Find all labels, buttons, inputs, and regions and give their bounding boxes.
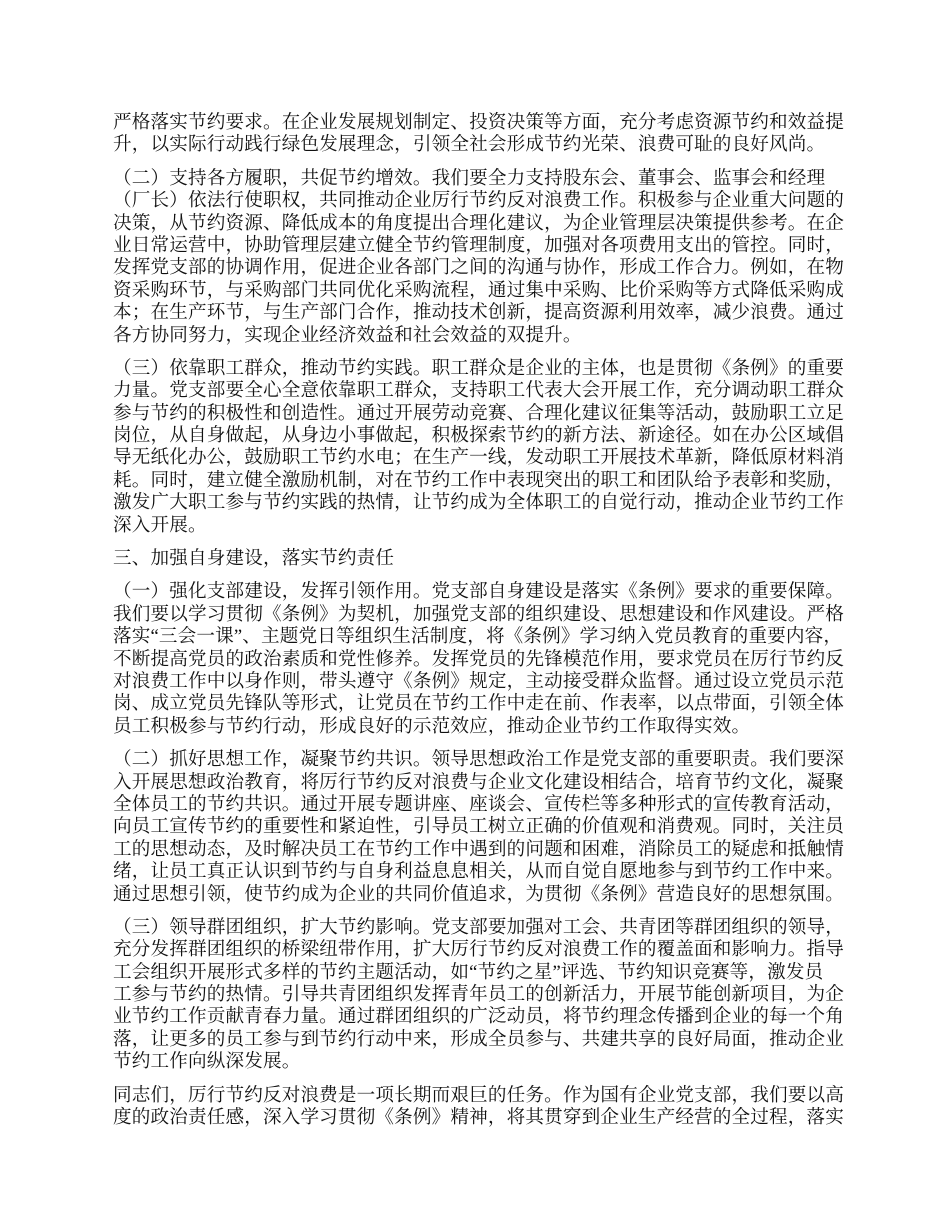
text-line: （三）领导群团组织，扩大节约影响。党支部要加强对工会、共青团等群团组织的领导， — [113, 916, 845, 938]
text-line: 激发广大职工参与节约实践的热情，让节约成为全体职工的自觉行动，推动企业节约工作 — [113, 492, 845, 514]
text-line: 决策，从节约资源、降低成本的角度提出合理化建议，为企业管理层决策提供参考。在企 — [113, 212, 845, 234]
text-line: 向员工宣传节约的重要性和紧迫性，引导员工树立正确的价值观和消费观。同时，关注员 — [113, 816, 845, 838]
text-line: 严格落实节约要求。在企业发展规划制定、投资决策等方面，充分考虑资源节约和效益提 — [113, 112, 845, 133]
text-line: （厂长）依法行使职权，共同推动企业厉行节约反对浪费工作。积极参与企业重大问题的 — [113, 190, 845, 212]
text-line: （三）依靠职工群众，推动节约实践。职工群众是企业的主体，也是贯彻《条例》的重要 — [113, 357, 845, 379]
document-page — [113, 112, 843, 1140]
text-line: 工会组织开展形式多样的节约主题活动，如“节约之星”评选、节约知识竞赛等，激发员 — [113, 961, 824, 983]
text-line: 落实“三会一课”、主题党日等组织生活制度，将《条例》学习纳入党员教育的重要内容， — [113, 626, 843, 648]
paragraph-support-duties — [113, 168, 843, 347]
text-line: 业日常运营中，协助管理层建立健全节约管理制度，加强对各项费用支出的管控。同时， — [113, 234, 845, 256]
text-line: 业节约工作贡献青春力量。通过群团组织的广泛动员，将节约理念传播到企业的每一个角 — [113, 1006, 845, 1028]
text-line: 耗。同时，建立健全激励机制，对在节约工作中表现突出的职工和团队给予表彰和奖励， — [113, 469, 845, 491]
text-line: 通过思想引领，使节约成为企业的共同价值追求，为贯彻《条例》营造良好的思想氛围。 — [113, 883, 845, 905]
text-line: 节约工作向纵深发展。 — [113, 1051, 301, 1073]
paragraph-ideological-work — [113, 749, 843, 906]
text-line: 工参与节约的热情。引导共青团组织发挥青年员工的创新活力，开展节能创新项目，为企 — [113, 984, 845, 1006]
text-line: 我们要以学习贯彻《条例》为契机，加强党支部的组织建设、思想建设和作风建设。严格 — [113, 603, 845, 625]
paragraph-intro-continuation — [113, 112, 843, 157]
section-heading-text: 三、加强自身建设，落实节约责任 — [113, 548, 395, 570]
text-line: 全体员工的节约共识。通过开展专题讲座、座谈会、宣传栏等多种形式的宣传教育活动， — [113, 793, 845, 815]
paragraph-strengthen-branch — [113, 581, 843, 738]
text-line: 对浪费工作中以身作则，带头遵守《条例》规定，主动接受群众监督。通过设立党员示范 — [113, 670, 845, 692]
text-line: 岗位，从自身做起，从身边小事做起，积极探索节约的新方法、新途径。如在办公区域倡 — [113, 425, 845, 447]
text-line: 升，以实际行动践行绿色发展理念，引领全社会形成节约光荣、浪费可耻的良好风尚。 — [113, 134, 826, 156]
text-line: 本；在生产环节，与生产部门合作，推动技术创新，提高资源利用效率，减少浪费。通过 — [113, 302, 845, 324]
text-line: 充分发挥群团组织的桥梁纽带作用，扩大厉行节约反对浪费工作的覆盖面和影响力。指导 — [113, 939, 845, 961]
text-line: 度的政治责任感，深入学习贯彻《条例》精神，将其贯穿到企业生产经营的全过程，落实 — [113, 1107, 845, 1129]
text-line: 发挥党支部的协调作用，促进企业各部门之间的沟通与协作，形成工作合力。例如，在物 — [113, 257, 845, 279]
paragraph-closing — [113, 1085, 843, 1130]
text-line: 导无纸化办公，鼓励职工节约水电；在生产一线，发动职工开展技术革新，降低原材料消 — [113, 447, 845, 469]
text-line: 落，让更多的员工参与到节约行动中来，形成全员参与、共建共享的良好局面，推动企业 — [113, 1028, 845, 1050]
text-line: （二）支持各方履职，共促节约增效。我们要全力支持股东会、董事会、监事会和经理 — [113, 167, 826, 189]
paragraph-rely-on-workers — [113, 358, 843, 537]
text-line: 各方协同努力，实现企业经济效益和社会效益的双提升。 — [113, 324, 582, 346]
text-line: 参与节约的积极性和创造性。通过开展劳动竞赛、合理化建议征集等活动，鼓励职工立足 — [113, 402, 845, 424]
text-line: 深入开展。 — [113, 514, 207, 536]
text-line: 资采购环节，与采购部门共同优化采购流程，通过集中采购、比价采购等方式降低采购成 — [113, 279, 845, 301]
text-line: 岗、成立党员先锋队等形式，让党员在节约工作中走在前、作表率，以点带面，引领全体 — [113, 693, 845, 715]
text-line: 入开展思想政治教育，将厉行节约反对浪费与企业文化建设相结合，培育节约文化，凝聚 — [113, 771, 845, 793]
text-line: 绪，让员工真正认识到节约与自身利益息息相关，从而自觉自愿地参与到节约工作中来。 — [113, 861, 845, 883]
text-line: 力量。党支部要全心全意依靠职工群众，支持职工代表大会开展工作，充分调动职工群众 — [113, 380, 845, 402]
text-line: 不断提高党员的政治素质和党性修养。发挥党员的先锋模范作用，要求党员在厉行节约反 — [113, 648, 845, 670]
paragraph-mass-organizations — [113, 917, 843, 1074]
text-line: 同志们，厉行节约反对浪费是一项长期而艰巨的任务。作为国有企业党支部，我们要以高 — [113, 1084, 845, 1106]
text-line: （二）抓好思想工作，凝聚节约共识。领导思想政治工作是党支部的重要职责。我们要深 — [113, 749, 845, 771]
section-heading — [113, 548, 843, 570]
text-line: 工的思想动态，及时解决员工在节约工作中遇到的问题和困难，消除员工的疑虑和抵触情 — [113, 838, 845, 860]
text-line: （一）强化支部建设，发挥引领作用。党支部自身建设是落实《条例》要求的重要保障。 — [113, 581, 845, 603]
text-line: 员工积极参与节约行动，形成良好的示范效应，推动企业节约工作取得实效。 — [113, 715, 751, 737]
